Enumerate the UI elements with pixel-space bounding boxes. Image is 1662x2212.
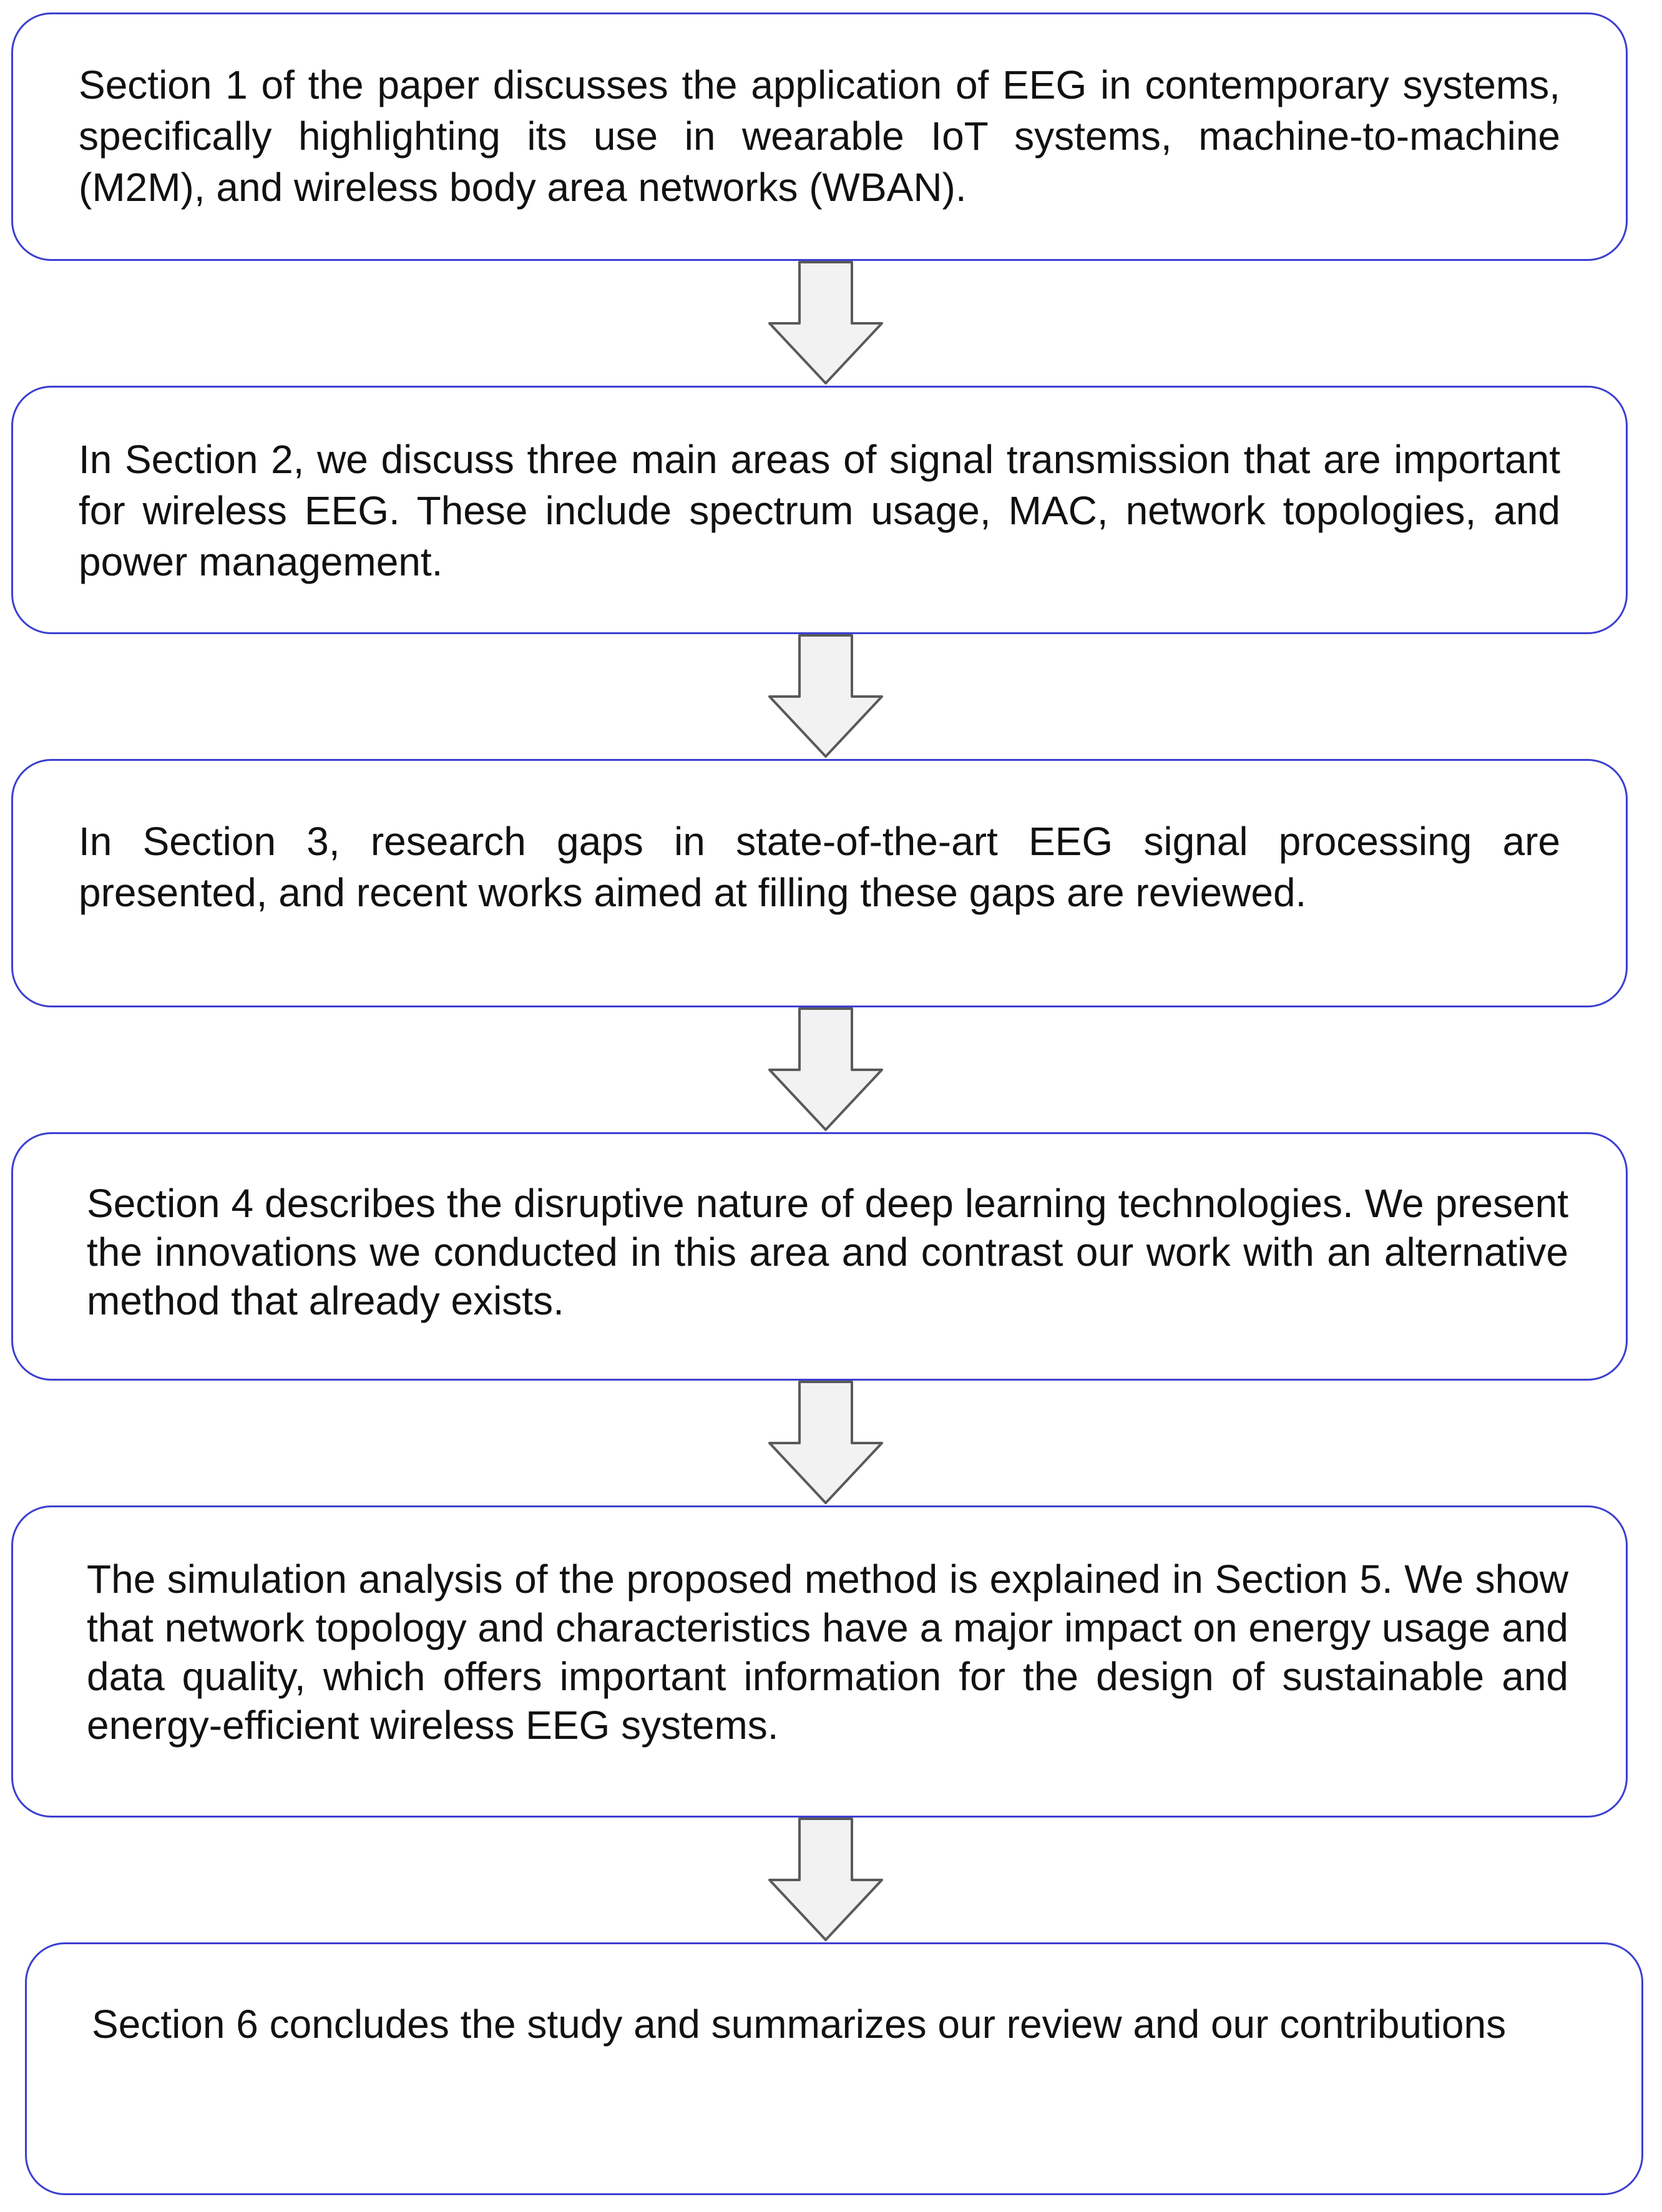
flow-step-6 (25, 1942, 1643, 2195)
flow-step-5 (11, 1505, 1628, 1818)
down-arrow-icon (766, 1381, 885, 1505)
flow-step-3-text: In Section 3, research gaps in state-of-the-art EEG signal processing are presented, and recent works aimed at filling these gaps are reviewed. (79, 819, 1560, 915)
down-arrow-icon (766, 261, 885, 386)
down-arrow-icon (766, 634, 885, 759)
flow-step-1 (11, 12, 1628, 261)
down-arrow-icon (766, 1818, 885, 1942)
flow-step-2 (11, 386, 1628, 634)
flow-step-5-text: The simulation analysis of the proposed method is explained in Section 5. We show that network topology and characteristics have a major impact on energy usage and data quality, which offers important information for the design of sustainable and energy-efficient wireless EEG systems. (87, 1557, 1568, 1748)
flow-step-4-text: Section 4 describes the disruptive nature of deep learning technologies. We present the innovations we conducted in this area and contrast our work with an alternative method that already exists. (87, 1181, 1568, 1323)
flow-step-3 (11, 759, 1628, 1007)
flow-step-4 (11, 1132, 1628, 1381)
down-arrow-icon (766, 1007, 885, 1132)
flow-step-2-text: In Section 2, we discuss three main areas of signal transmission that are important for wireless EEG. These include spectrum usage, MAC, network topologies, and power management. (79, 437, 1560, 584)
flow-step-6-text: Section 6 concludes the study and summarizes our review and our contributions (92, 2002, 1507, 2047)
flow-step-1-text: Section 1 of the paper discusses the application of EEG in contemporary systems, specifically highlighting its use in wearable IoT systems, machine-to-machine (M2M), and wireless body area networks (WBAN). (79, 62, 1560, 210)
